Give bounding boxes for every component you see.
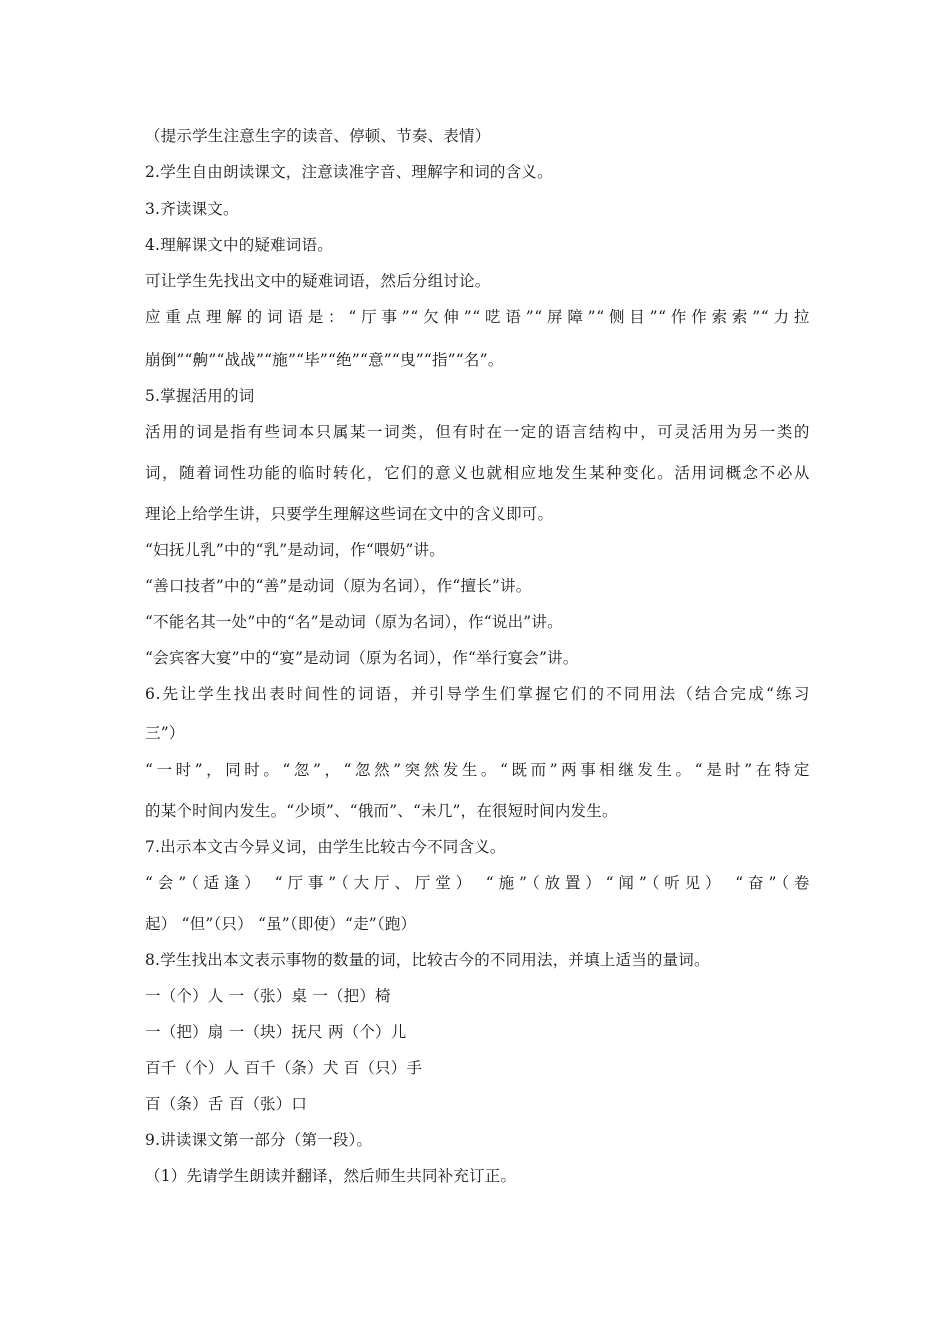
text-line: 3.齐读课文。: [145, 200, 239, 218]
text-line: 8.学生找出本文表示事物的数量的词，比较古今的不同用法，并填上适当的量词。: [145, 951, 710, 969]
text-line: 起） “但”（只） “虽”（即使）“走”（跑）: [145, 915, 417, 933]
text-line: 的某个时间内发生。“少顷”、“俄而”、“未几”，在很短时间内发生。: [145, 802, 618, 820]
text-line: 9.讲读课文第一部分（第一段）。: [145, 1131, 373, 1149]
text-line: “一时”，同时。“忽”，“忽然”突然发生。“既而”两事相继发生。“是时”在特定: [145, 761, 810, 779]
text-line: “善口技者”中的“善”是动词（原为名词），作“擅长”讲。: [145, 577, 532, 595]
text-line: 崩倒”“齁”“战战”“施”“毕”“绝”“意”“曳”“指”“名”。: [145, 351, 504, 369]
text-line: 一（个）人 一（张）桌 一（把）椅: [145, 987, 391, 1005]
text-line: 词，随着词性功能的临时转化，它们的意义也就相应地发生某种变化。活用词概念不必从: [145, 464, 810, 482]
text-line: “妇抚儿乳”中的“乳”是动词，作“喂奶”讲。: [145, 541, 445, 559]
text-line: 2.学生自由朗读课文，注意读准字音、理解字和词的含义。: [145, 163, 553, 181]
text-line: “会宾客大宴”中的“宴”是动词（原为名词），作“举行宴会”讲。: [145, 649, 579, 667]
text-line: （提示学生注意生字的读音、停顿、节奏、表情）: [145, 127, 491, 145]
text-line: 6.先让学生找出表时间性的词语，并引导学生们掌握它们的不同用法（结合完成“练习: [145, 685, 810, 703]
text-line: 可让学生先找出文中的疑难词语，然后分组讨论。: [145, 272, 491, 290]
text-line: 一（把）扇 一（块）抚尺 两（个）儿: [145, 1023, 407, 1041]
text-line: （1）先请学生朗读并翻译，然后师生共同补充订正。: [145, 1167, 517, 1185]
text-line: 百千（个）人 百千（条）犬 百（只）手: [145, 1059, 423, 1077]
text-line: 4.理解课文中的疑难词语。: [145, 236, 333, 254]
text-line: 5.掌握活用的词: [145, 387, 255, 405]
text-line: 活用的词是指有些词本只属某一词类，但有时在一定的语言结构中，可灵活用为另一类的: [145, 423, 810, 441]
text-line: 三”）: [145, 724, 185, 742]
text-line: 应重点理解的词语是：“厅事”“欠伸”“呓语”“屏障”“侧目”“作作索索”“力拉: [145, 308, 810, 326]
text-line: 百（条）舌 百（张）口: [145, 1095, 308, 1113]
text-line: 理论上给学生讲，只要学生理解这些词在文中的含义即可。: [145, 505, 554, 523]
text-line: “会”（适逢） “厅事”（大厅、厅堂） “施”（放置）“闻”（听见） “奋”（卷: [145, 874, 810, 892]
text-line: 7.出示本文古今异义词，由学生比较古今不同含义。: [145, 838, 506, 856]
text-line: “不能名其一处”中的“名”是动词（原为名词），作“说出”讲。: [145, 613, 563, 631]
